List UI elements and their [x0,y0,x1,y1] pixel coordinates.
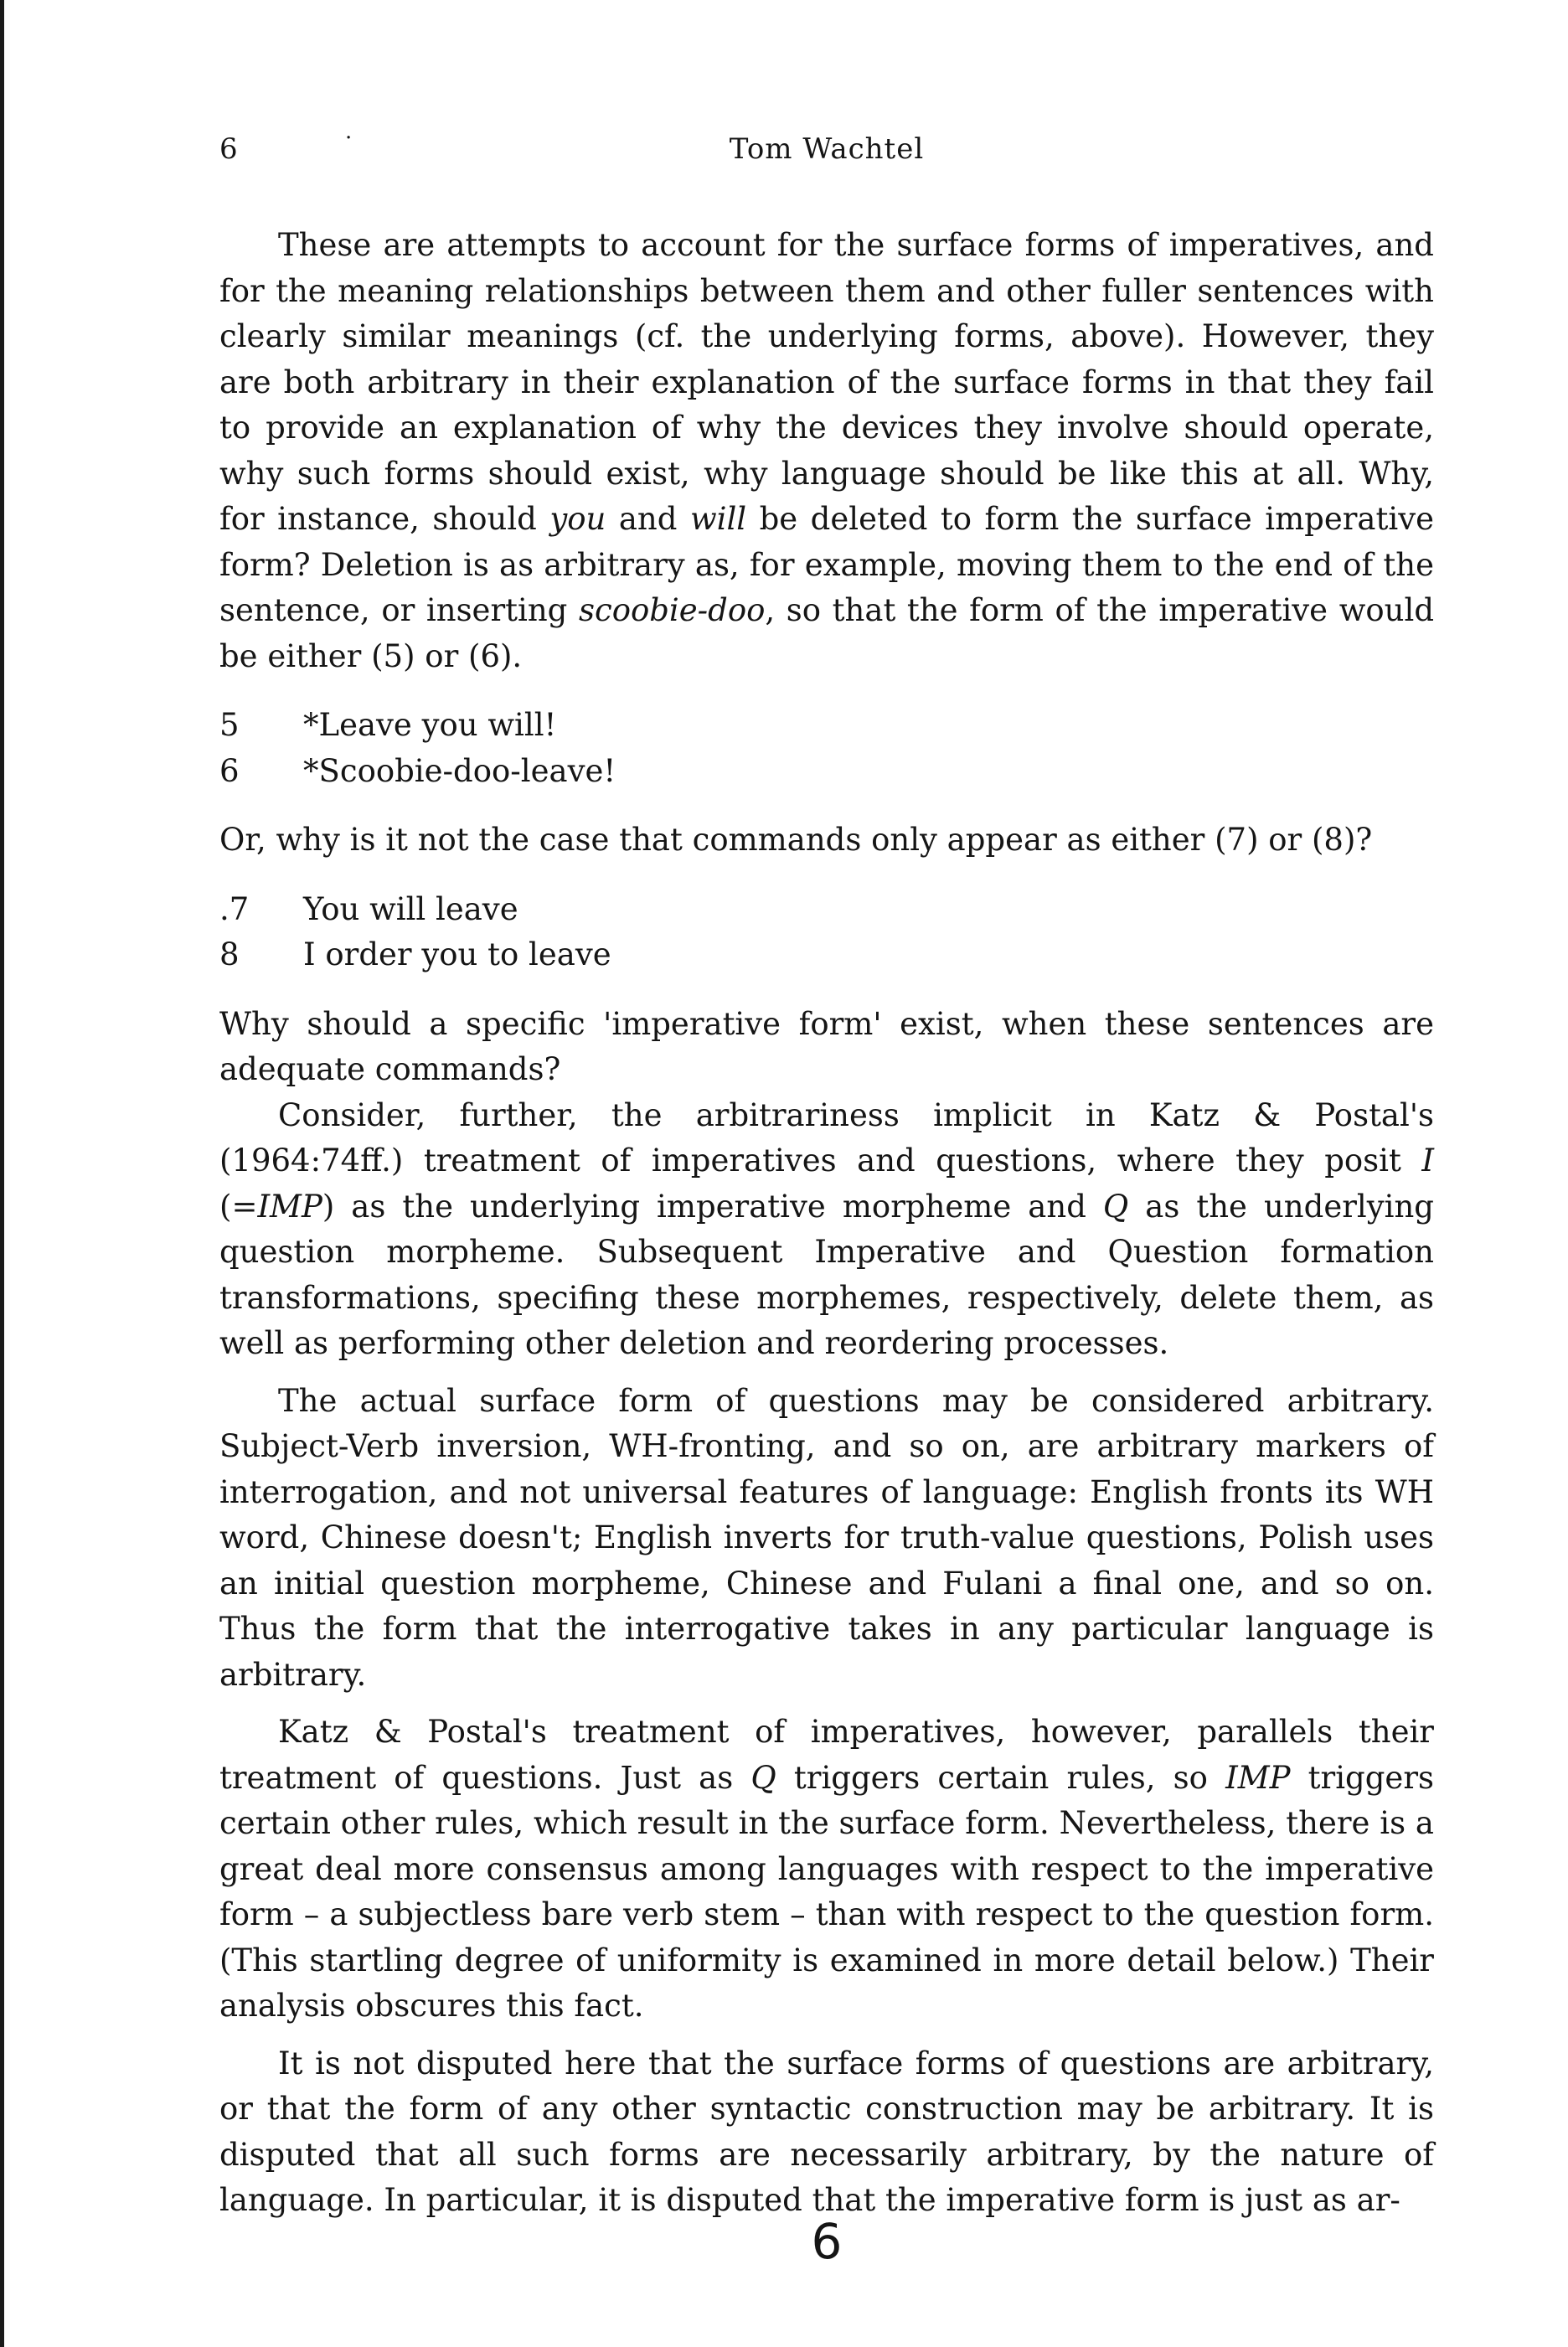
p1-text-c: be deleted to form the surface imperative form? Deletion is as arbitrary as, for example, moving them to the end of the sentence, or inserting [219,501,1434,628]
p1-text-a: These are attempts to account for the surface forms of imperatives, and for the meaning relationships between them and other fuller sentences with clearly similar meanings (cf. the underlying forms, above). However, they are both arbitrary in their explanation of the surface forms in that they fail to provide an explanation of why the devices they involve should operate, why such forms should exist, why language should be like this at all. Why, for instance, should [219,227,1434,537]
example-7 [219,887,1434,933]
p6-em-q: Q [750,1759,776,1796]
running-header [219,126,1434,174]
p6-text-a: Katz & Postal's treatment of imperatives, however, parallels their treatment of questions. Just as [219,1714,1434,1796]
p1-text-d: , so that the form of the imperative would be either (5) or (6). [219,592,1434,674]
paragraph-2: Or, why is it not the case that commands only appear as either (7) or (8)? [219,822,1373,858]
scan-left-edge [0,0,4,2347]
example-8 [219,932,1434,978]
paragraph-3: Why should a specific 'imperative form' exist, when these sentences are adequate commands? [219,1005,1434,1087]
p4-text-d: as the underlying question morpheme. Subsequent Imperative and Question formation transformations, specifing these morphemes, respectively, delete them, as well as performing other deletion and reordering processes. [219,1188,1434,1361]
paragraph-5: The actual surface form of questions may be considered arbitrary. Subject-Verb inversion, WH-fronting, and so on, are arbitrary markers of interrogation, and not universal features of language: English fronts its WH word, Chinese doesn't; English inverts for truth-value questions, Polish uses an initial question morpheme, Chinese and Fulani a final one, and so on. Thus the form that the interrogative takes in any particular language is arbitrary. [219,1382,1434,1693]
p4-em-q: Q [1102,1188,1129,1225]
p4-text-b: ( [219,1188,232,1225]
p4-em-imp: =IMP [231,1188,322,1225]
paragraph-4 [219,1093,1434,1367]
p1-em-you: you [549,501,606,537]
example-6 [219,749,1434,795]
footer-page-number: 6 [811,2213,843,2270]
header-page-number: 6 [219,132,238,166]
example-text: You will leave [303,890,518,927]
p6-text-b: triggers certain rules, so [776,1759,1226,1796]
example-number: .7 [219,890,250,927]
example-text: *Scoobie-doo-leave! [303,752,616,789]
p4-em-i: I [1421,1143,1434,1179]
body-text [219,223,1434,2224]
p4-text-a: Consider, further, the arbitrariness implicit in Katz & Postal's (1964:74ff.) treatment of imperatives and questions, where they posit [219,1096,1434,1179]
p1-em-will: will [689,501,747,537]
p1-em-scoobie: scoobie-doo [578,592,766,628]
p1-text-b: and [606,501,690,537]
example-number: 5 [219,707,240,743]
p6-text-c: triggers certain other rules, which result in the surface form. Nevertheless, there is a great deal more consensus among languages with respect to the imperative form – a subjectless bare verb stem – than with respect to the question form. (This startling degree of uniformity is examined in more detail below.) Their analysis obscures this fact. [219,1759,1435,2024]
example-5 [219,703,1434,749]
paragraph-6 [219,1710,1434,2030]
example-text: *Leave you will! [303,707,557,743]
example-number: 8 [219,936,240,972]
example-text: I order you to leave [303,936,611,972]
header-author: Tom Wachtel [729,132,925,166]
header-dot: · [345,126,353,151]
paragraph-7: It is not disputed here that the surface forms of questions are arbitrary, or that the form of any other syntactic construction may be arbitrary. It is disputed that all such forms are necessarily arbitrary, by the nature of language. In particular, it is disputed that the imperative form is just as ar- [219,2045,1434,2218]
p4-text-c: ) as the underlying imperative morpheme and [322,1188,1103,1225]
p6-em-imp: IMP [1225,1759,1291,1796]
example-number: 6 [219,752,240,789]
paragraph-1 [219,223,1434,679]
